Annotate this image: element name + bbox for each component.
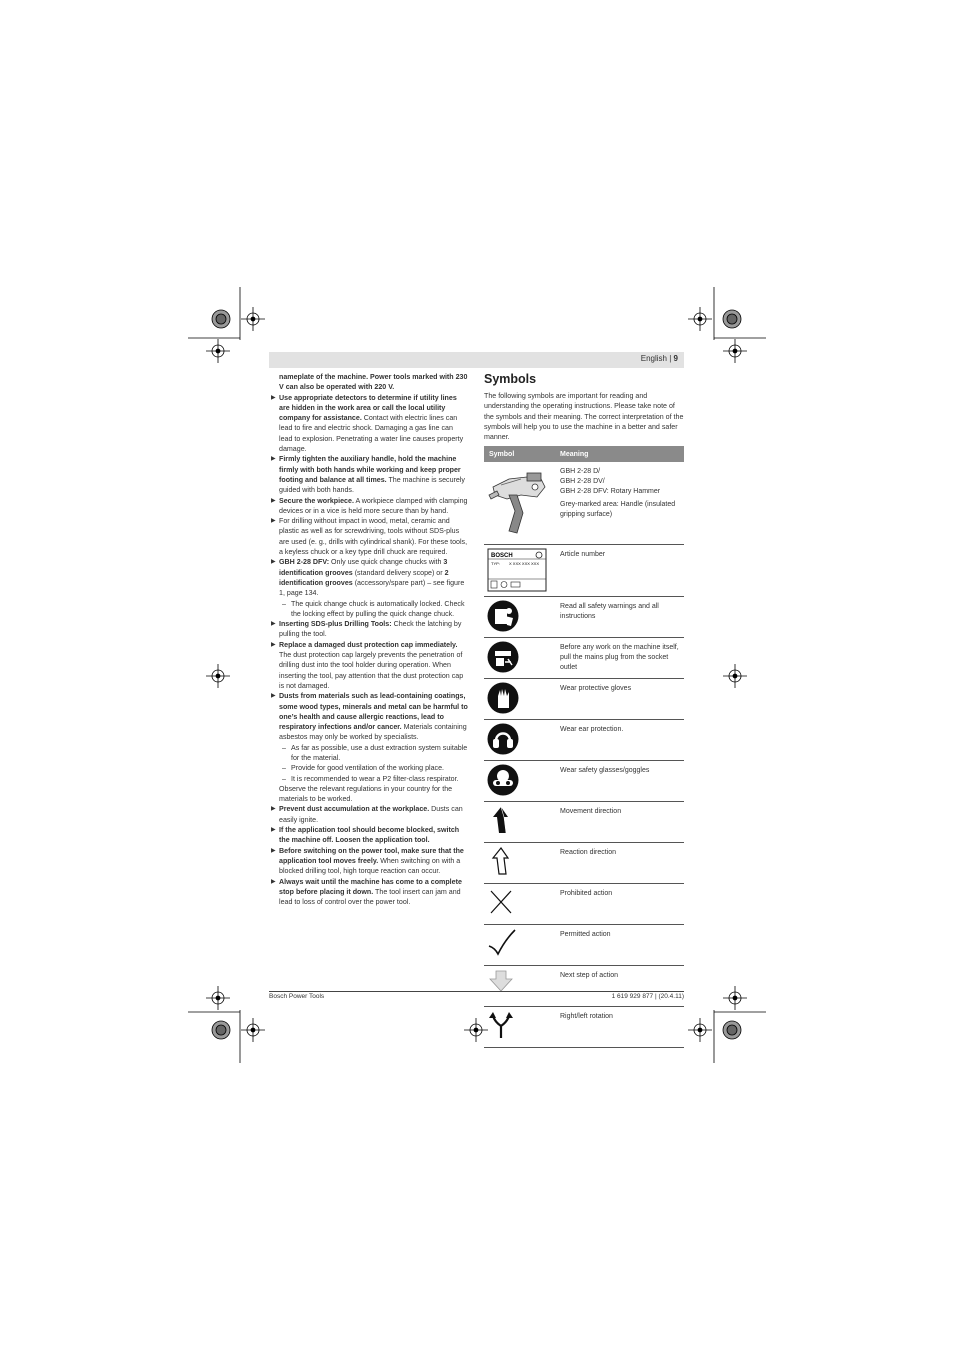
dash-marker: – xyxy=(282,743,286,752)
body-text: Contact with electric lines can lead to fire and electric shock. Damaging a gas line can lead to explosion. Penetrating a water line causes property damage. xyxy=(279,414,464,454)
meaning-line: Movement direction xyxy=(560,807,622,815)
meaning-line: Wear safety glasses/goggles xyxy=(560,766,650,774)
body-text: Dusts can easily ignite. xyxy=(279,805,463,824)
meaning-line: Prohibited action xyxy=(560,889,613,897)
next-step-icon xyxy=(484,965,555,1006)
body-text: Provide for good ventilation of the working place. xyxy=(291,764,445,773)
safety-subitem xyxy=(271,599,468,620)
symbol-meaning xyxy=(555,924,684,965)
symbol-row xyxy=(484,801,684,842)
safety-paragraph xyxy=(271,372,468,393)
safety-subitem xyxy=(271,774,468,784)
nameplate-number: X XXX XXX XXX xyxy=(509,560,540,566)
safety-paragraph xyxy=(271,784,468,805)
footer-rule xyxy=(269,991,684,992)
bullet-arrow-icon: ▶ xyxy=(271,621,276,628)
bold-text: 3 identification grooves xyxy=(279,558,448,577)
symbol-meaning xyxy=(555,842,684,883)
reaction-direction-icon xyxy=(484,842,555,883)
body-text: The tool insert can jam and lead to loss of control over the power tool. xyxy=(279,887,461,907)
safety-bullet xyxy=(271,825,468,846)
symbol-row xyxy=(484,760,684,801)
symbols-section xyxy=(484,372,684,442)
body-text: The machine is securely guided with both hands. xyxy=(279,475,465,495)
body-text: A workpiece clamped with clamping devices or in a vice is held more secure than by hand. xyxy=(279,496,468,515)
meaning-line: GBH 2-28 D/ xyxy=(560,468,601,475)
meaning-line: Wear protective gloves xyxy=(560,684,632,692)
bold-text: Before switching on the power tool, make sure that the application tool moves freely. xyxy=(279,846,464,865)
header-text xyxy=(641,354,678,363)
bullet-arrow-icon: ▶ xyxy=(271,878,276,885)
bold-text: GBH 2-28 DFV: xyxy=(279,558,330,567)
symbol-meaning xyxy=(555,462,684,544)
meaning-line: GBH 2-28 DFV: Rotary Hammer xyxy=(560,488,661,495)
symbol-meaning xyxy=(555,596,684,637)
bold-text: Use appropriate detectors to determine if utility lines are hidden in the work area or call the local utility company for assistance. xyxy=(279,393,457,423)
bullet-arrow-icon: ▶ xyxy=(271,456,276,463)
meaning-note: Grey-marked area: Handle (insulated gripping surface) xyxy=(560,501,676,518)
symbol-meaning xyxy=(555,883,684,924)
bullet-arrow-icon: ▶ xyxy=(271,847,276,854)
symbol-row xyxy=(484,719,684,760)
safety-bullet xyxy=(271,496,468,517)
bold-text: 2 identification grooves xyxy=(279,568,449,587)
safety-subitem xyxy=(271,763,468,773)
meaning-line: Before any work on the machine itself, pull the mains plug from the socket outlet xyxy=(560,643,679,671)
meaning-line: Permitted action xyxy=(560,930,611,938)
gloves-icon xyxy=(484,678,555,719)
symbol-row xyxy=(484,1006,684,1047)
symbol-column-header: Symbol xyxy=(484,446,555,462)
nameplate-type: TYP: xyxy=(491,560,500,566)
symbol-meaning xyxy=(555,637,684,678)
body-text: For drilling without impact in wood, metal, ceramic and plastic as well as for screwdriving, tools without SDS-plus are used (e. g., drills with cylindrical shank). For these tools, a keyless chuck or a key type drill chuck are required. xyxy=(279,517,468,557)
symbol-row xyxy=(484,462,684,544)
bullet-arrow-icon: ▶ xyxy=(271,806,276,813)
meaning-line: Article number xyxy=(560,550,606,558)
bullet-arrow-icon: ▶ xyxy=(271,497,276,504)
bold-text: nameplate of the machine. Power tools marked with 230 V can also be operated with 220 V. xyxy=(279,373,468,392)
safety-bullet xyxy=(271,640,468,691)
bullet-arrow-icon: ▶ xyxy=(271,518,276,525)
symbols-intro: The following symbols are important for reading and understanding the operating instructions. Please take note of the symbols and their meaning. The correct interpretation of the symbols will help you to use the machine in a better and safer manner. xyxy=(484,392,684,442)
symbol-row xyxy=(484,544,684,596)
body-text: As far as possible, use a dust extraction system suitable for the material. xyxy=(291,743,468,762)
bold-text: Always wait until the machine has come to a complete stop before placing it down. xyxy=(279,877,462,896)
meaning-line: Next step of action xyxy=(560,971,618,979)
bullet-arrow-icon: ▶ xyxy=(271,827,276,834)
read-manual-icon xyxy=(484,596,555,637)
symbol-meaning xyxy=(555,801,684,842)
safety-bullet xyxy=(271,846,468,877)
safety-bullet xyxy=(271,804,468,825)
safety-subitem xyxy=(271,743,468,764)
symbol-meaning xyxy=(555,544,684,596)
body-text: (accessory/spare part) – see figure 1, page 134. xyxy=(279,578,465,598)
rotation-icon xyxy=(484,1006,555,1047)
body-text: Observe the relevant regulations in your country for the materials to be worked. xyxy=(279,784,453,804)
bullet-arrow-icon: ▶ xyxy=(271,641,276,648)
nameplate-icon xyxy=(484,544,555,596)
dash-marker: – xyxy=(282,764,286,773)
bold-text: Dusts from materials such as lead-containing coatings, some wood types, minerals and metal can be harmful to one’s health and cause allergic reactions, lead to respiratory infections and/or cancer. xyxy=(279,692,468,732)
body-text: Check the latching by pulling the tool. xyxy=(279,620,462,639)
symbols-table-header xyxy=(484,446,684,462)
body-text: It is recommended to wear a P2 filter-class respirator. xyxy=(291,774,459,783)
bold-text: If the application tool should become blocked, switch the machine off. Loosen the application tool. xyxy=(279,826,460,845)
symbol-row xyxy=(484,678,684,719)
rotary-hammer-icon xyxy=(484,462,555,544)
symbols-heading: Symbols xyxy=(484,372,537,386)
permitted-action-icon xyxy=(484,924,555,965)
meaning-column-header: Meaning xyxy=(555,446,684,462)
dash-marker: – xyxy=(282,774,286,783)
body-text: Only use quick change chucks with xyxy=(329,558,444,567)
bold-text: Prevent dust accumulation at the workplace. xyxy=(279,805,430,814)
ear-protection-icon xyxy=(484,719,555,760)
body-text: The quick change chuck is automatically locked. Check the locking effect by pulling the quick change chuck. xyxy=(291,599,465,618)
prohibited-action-icon xyxy=(484,883,555,924)
symbol-meaning xyxy=(555,1006,684,1047)
bold-text: Secure the workpiece. xyxy=(279,496,354,505)
symbols-table xyxy=(484,446,684,1048)
meaning-line: GBH 2-28 DV/ xyxy=(560,478,605,485)
symbol-row xyxy=(484,637,684,678)
body-text: The dust protection cap largely prevents the penetration of drilling dust into the tool holder during operation. When inserting the tool, pay attention that the dust protection cap is not damaged. xyxy=(279,651,464,690)
bullet-arrow-icon: ▶ xyxy=(271,559,276,566)
header-separator: | xyxy=(667,354,674,363)
safety-glasses-icon xyxy=(484,760,555,801)
symbol-meaning xyxy=(555,760,684,801)
symbol-row xyxy=(484,842,684,883)
safety-bullet xyxy=(271,619,468,640)
symbol-row xyxy=(484,883,684,924)
bullet-arrow-icon: ▶ xyxy=(271,394,276,401)
dash-marker: – xyxy=(282,599,286,608)
bold-text: Firmly tighten the auxiliary handle, hold the machine firmly with both hands while working and keep proper footing and balance at all times. xyxy=(279,455,461,484)
symbol-meaning xyxy=(555,678,684,719)
unplug-icon xyxy=(484,637,555,678)
meaning-line: Wear ear protection. xyxy=(560,725,624,733)
page-number: 9 xyxy=(673,354,678,363)
bullet-arrow-icon: ▶ xyxy=(271,693,276,700)
bold-text: Replace a damaged dust protection cap immediately. xyxy=(279,640,458,649)
header-language: English xyxy=(640,354,668,363)
safety-bullet xyxy=(271,691,468,742)
safety-bullet xyxy=(271,516,468,557)
safety-bullet xyxy=(271,557,468,598)
footer-docnum: 1 619 929 877 | (20.4.11) xyxy=(611,993,684,1000)
movement-direction-icon xyxy=(484,801,555,842)
safety-bullet xyxy=(271,877,468,908)
footer-brand: Bosch Power Tools xyxy=(269,993,325,1000)
symbol-meaning xyxy=(555,719,684,760)
safety-text-column xyxy=(271,372,468,907)
meaning-line: Reaction direction xyxy=(560,848,617,856)
symbol-row xyxy=(484,596,684,637)
nameplate-brand: BOSCH xyxy=(491,552,513,559)
body-text: When switching on with a blocked drilling tool, high torque reaction can occur. xyxy=(279,856,461,876)
body-text: Materials containing asbestos may only be worked by specialists. xyxy=(279,723,467,742)
bold-text: Inserting SDS-plus Drilling Tools: xyxy=(279,620,392,629)
body-text: (standard delivery scope) or xyxy=(352,568,445,577)
safety-bullet xyxy=(271,393,468,455)
meaning-line: Read all safety warnings and all instructions xyxy=(560,602,659,620)
symbol-row xyxy=(484,924,684,965)
page-header xyxy=(269,352,684,368)
safety-bullet xyxy=(271,454,468,495)
meaning-line: Right/left rotation xyxy=(560,1012,613,1020)
